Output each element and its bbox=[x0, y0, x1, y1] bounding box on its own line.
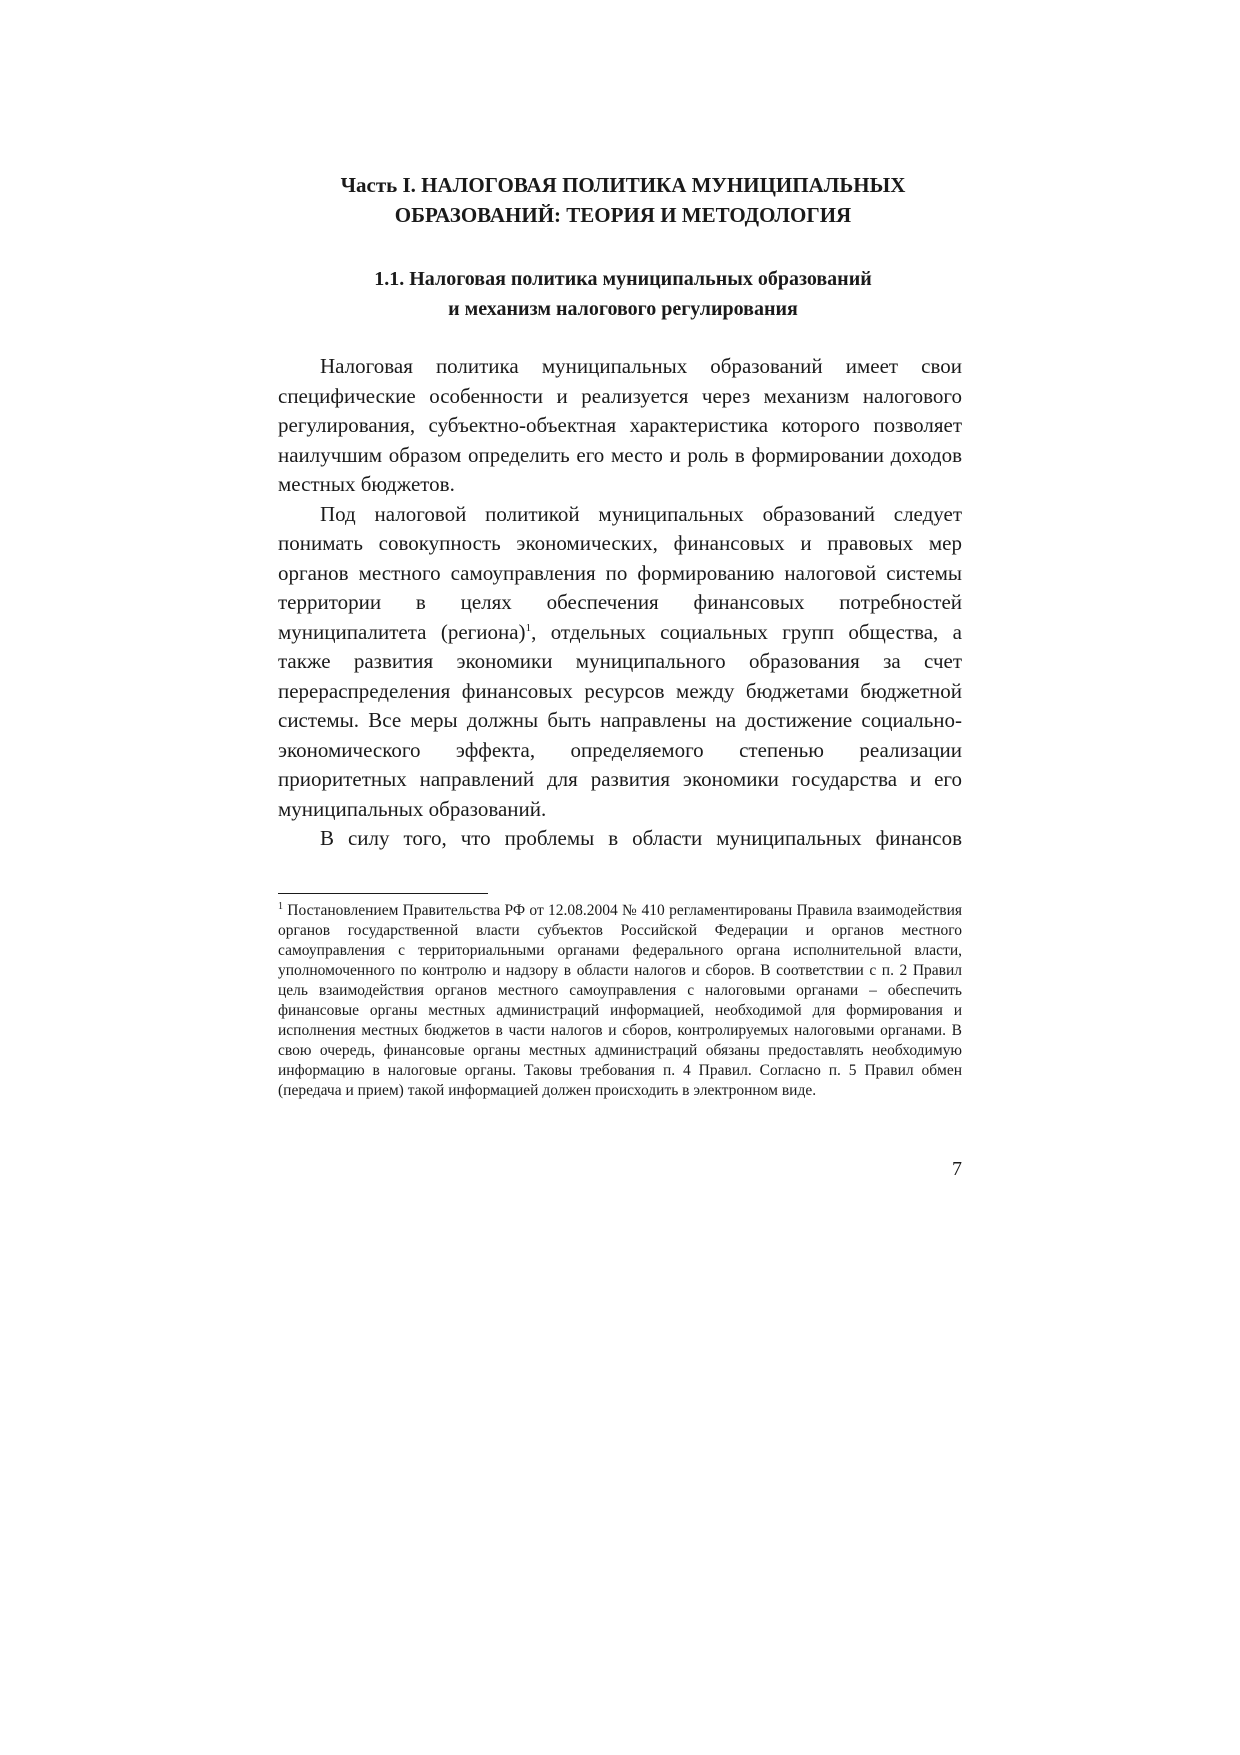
body-text bbox=[278, 352, 962, 854]
footnote bbox=[278, 901, 962, 1101]
part-title-line-1: Часть I. НАЛОГОВАЯ ПОЛИТИКА МУНИЦИПАЛЬНЫХ bbox=[340, 173, 906, 197]
page-number: 7 bbox=[952, 1158, 962, 1180]
footnote-divider bbox=[278, 893, 488, 894]
paragraph-2-part-1: Под налоговой политикой муниципальных образований следует понимать совокупность экономических, финансовых и правовых мер органов местного самоуправления по формированию налоговой системы территории в целях обеспечения финансовых потребностей муниципалитета (региона) bbox=[278, 501, 962, 644]
section-title-line-2: и механизм налогового регулирования bbox=[448, 298, 798, 320]
section-title-line-1: 1.1. Налоговая политика муниципальных образований bbox=[374, 268, 872, 290]
paragraph-2-part-2: , отдельных социальных групп общества, а также развития экономики муниципального образования за счет перераспределения финансовых ресурсов между бюджетами бюджетной системы. Все меры должны быть направлены на достижение социально-экономического эффекта, определяемого степенью реализации приоритетных направлений для развития экономики государства и его муниципальных образований. bbox=[278, 619, 962, 821]
footnote-reference[interactable]: 1 bbox=[525, 621, 532, 634]
part-title-line-2: ОБРАЗОВАНИЙ: ТЕОРИЯ И МЕТОДОЛОГИЯ bbox=[394, 203, 852, 227]
paragraph-3: В силу того, что проблемы в области муниципальных финансов bbox=[320, 826, 962, 850]
footnote-number: 1 bbox=[278, 900, 283, 912]
section-title bbox=[278, 264, 968, 324]
paragraph-1: Налоговая политика муниципальных образований имеет свои специфические особенности и реализуется через механизм налогового регулирования, субъектно-объектная характеристика которого позволяет наилучшим образом определить его место и роль в формировании доходов местных бюджетов. bbox=[278, 354, 962, 496]
paragraph-2 bbox=[278, 500, 962, 825]
part-title bbox=[278, 170, 968, 230]
footnote-text: Постановлением Правительства РФ от 12.08.2004 № 410 регламентированы Правила взаимодействия органов государственной власти субъектов Российской Федерации и органов местного самоуправления с территориальными органами федерального органа исполнительной власти, уполномоченного по контролю и надзору в области налогов и сборов. В соответствии с п. 2 Правил цель взаимодействия органов местного самоуправления с налоговыми органами – обеспечить финансовые органы местных администраций информацией, необходимой для формирования и исполнения местных бюджетов в части налогов и сборов, контролируемых налоговыми органами. В свою очередь, финансовые органы местных администраций обязаны предоставлять необходимую информацию в налоговые органы. Таковы требования п. 4 Правил. Согласно п. 5 Правил обмен (передача и прием) такой информацией должен происходить в электронном виде. bbox=[278, 902, 962, 1099]
